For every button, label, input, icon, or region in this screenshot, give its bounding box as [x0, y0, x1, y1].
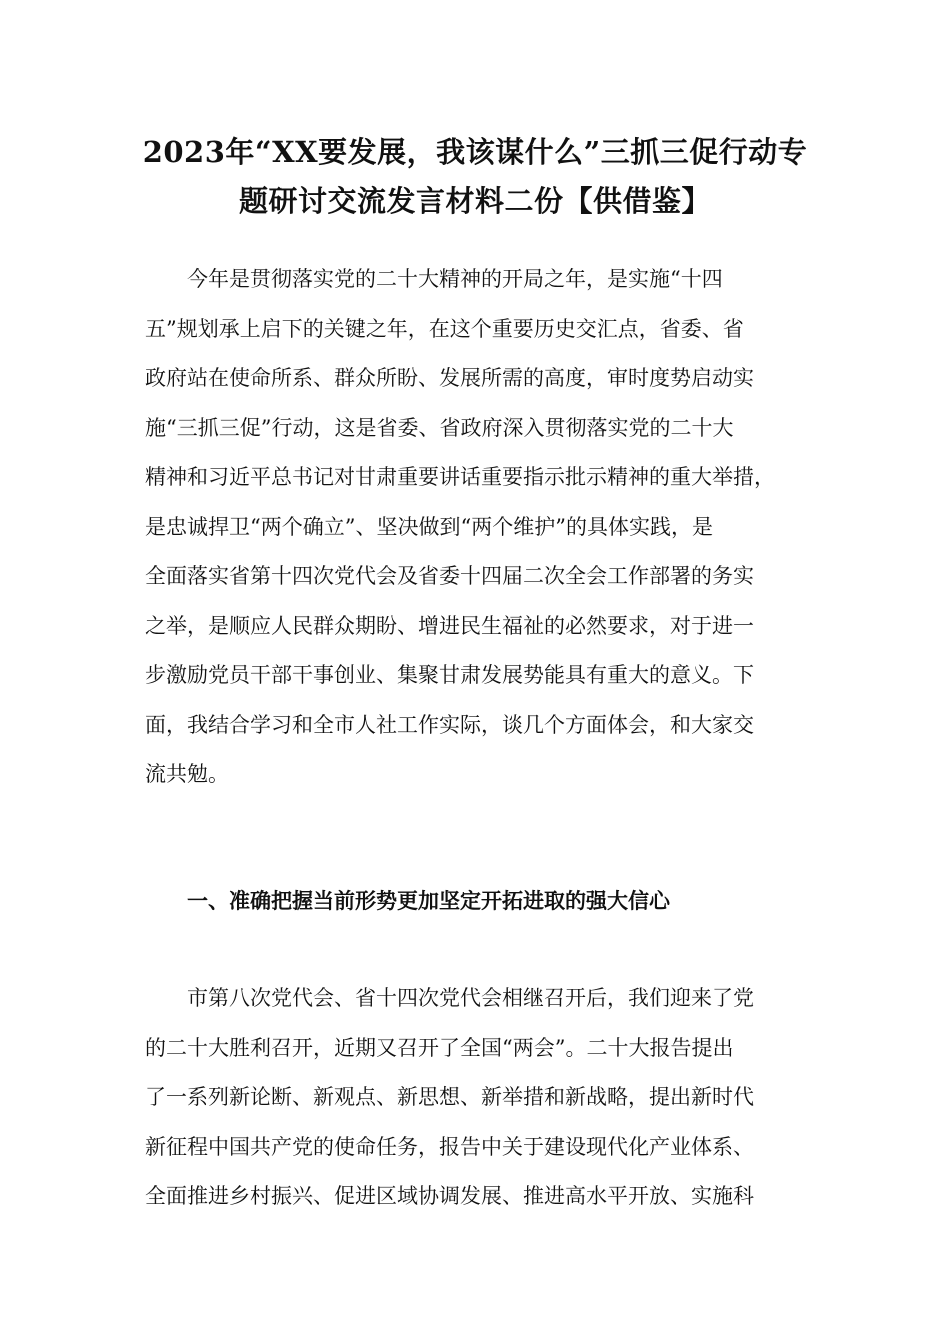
paragraph-line: 精神和习近平总书记对甘肃重要讲话重要指示批示精神的重大举措，	[145, 465, 775, 489]
paragraph-line: 了一系列新论断、新观点、新思想、新举措和新战略，提出新时代	[145, 1085, 754, 1109]
paragraph-line: 五”规划承上启下的关键之年，在这个重要历史交汇点，省委、省	[145, 316, 744, 341]
section-1-paragraph	[145, 974, 825, 1222]
paragraph-line: 市第八次党代会、省十四次党代会相继召开后，我们迎来了党	[187, 986, 754, 1010]
intro-paragraph	[145, 255, 825, 800]
paragraph-line: 面，我结合学习和全市人社工作实际，谈几个方面体会，和大家交	[145, 712, 754, 737]
paragraph-line: 新征程中国共产党的使命任务，报告中关于建设现代化产业体系、	[145, 1134, 754, 1159]
title-line: 题研讨交流发言材料二份【供借鉴】	[238, 184, 711, 218]
section-heading: 一、准确把握当前形势更加坚定开拓进取的强大信心	[187, 888, 670, 913]
paragraph-line: 的二十大胜利召开，近期又召开了全国“两会”。二十大报告提出	[145, 1035, 734, 1060]
paragraph-line: 之举，是顺应人民群众期盼、增进民生福祉的必然要求，对于进一	[145, 613, 754, 638]
paragraph-line: 全面落实省第十四次党代会及省委十四届二次全会工作部署的务实	[145, 564, 754, 588]
paragraph-line: 施“三抓三促”行动，这是省委、省政府深入贯彻落实党的二十大	[145, 415, 734, 440]
title-line: 2023年“XX要发展，我该谋什么”三抓三促行动专	[142, 135, 808, 169]
paragraph-line: 今年是贯彻落实党的二十大精神的开局之年，是实施“十四	[187, 267, 723, 291]
paragraph-line: 是忠诚捍卫“两个确立”、坚决做到“两个维护”的具体实践，是	[145, 514, 713, 539]
paragraph-line: 政府站在使命所系、群众所盼、发展所需的高度，审时度势启动实	[145, 366, 754, 390]
paragraph-line: 流共勉。	[145, 762, 229, 786]
paragraph-line: 步激励党员干部干事创业、集聚甘肃发展势能具有重大的意义。下	[145, 663, 754, 687]
document-title	[100, 128, 850, 226]
paragraph-line: 全面推进乡村振兴、促进区域协调发展、推进高水平开放、实施科	[145, 1184, 754, 1208]
